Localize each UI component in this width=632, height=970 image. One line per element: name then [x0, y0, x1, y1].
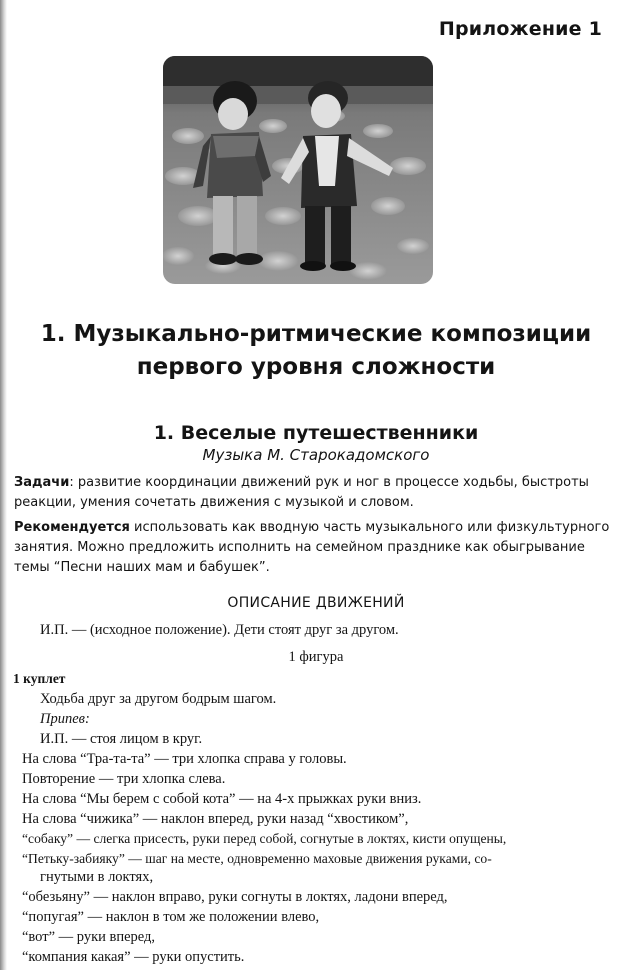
tasks-text-1: : развитие координации движений рук и ног в процессе ходьбы, быстроты — [69, 475, 589, 490]
composer-credit: Музыка М. Старокадомского — [202, 446, 430, 464]
text-line: На слова “Тра-та-та” — три хлопка справа у головы. — [22, 751, 347, 767]
tasks-text-2: реакции, умения сочетать движения с музыкой и словом. — [14, 495, 414, 510]
recommend-text-3: темы “Песни наших мам и бабушек”. — [14, 560, 270, 575]
figure-label: 1 фигура — [288, 649, 344, 665]
recommend-text-1: использовать как вводную часть музыкального или физкультурного — [129, 520, 610, 535]
text-line: “вот” — руки вперед, — [22, 929, 156, 945]
start-position: И.П. — (исходное положение). Дети стоят друг за другом. — [40, 622, 399, 638]
main-title-line2: первого уровня сложности — [136, 354, 496, 380]
text-line: На слова “чижика” — наклон вперед, руки назад “хвостиком”, — [22, 811, 409, 827]
page-edge-shadow — [0, 0, 7, 970]
text-line: “Петьку-забияку” — шаг на месте, одновременно маховые движения руками, со- — [22, 851, 492, 866]
description-heading: ОПИСАНИЕ ДВИЖЕНИЙ — [227, 595, 405, 611]
text-line: “попугая” — наклон в том же положении влево, — [22, 909, 320, 925]
chorus-label: Припев: — [40, 711, 90, 727]
tasks-paragraph — [14, 473, 614, 513]
main-title — [0, 318, 632, 384]
text-line: И.П. — стоя лицом в круг. — [40, 731, 203, 747]
appendix-label: Приложение 1 — [438, 18, 602, 40]
recommend-text-2: занятия. Можно предложить исполнить на семейном празднике как обыгрывание — [14, 540, 585, 555]
photo-two-children — [163, 56, 433, 284]
couplet-label: 1 куплет — [13, 671, 66, 686]
recommend-paragraph — [14, 518, 614, 578]
text-line: “компания какая” — руки опустить. — [22, 949, 245, 965]
text-line: “обезьяну” — наклон вправо, руки согнуты в локтях, ладони вперед, — [22, 889, 448, 905]
text-line: гнутыми в локтях, — [40, 869, 154, 885]
text-line: Повторение — три хлопка слева. — [22, 771, 226, 787]
text-line: На слова “Мы берем с собой кота” — на 4-х прыжках руки вниз. — [22, 791, 422, 807]
main-title-line1: 1. Музыкально-ритмические композиции — [40, 321, 592, 347]
text-line: Ходьба друг за другом бодрым шагом. — [40, 691, 277, 707]
composition-title: 1. Веселые путешественники — [153, 422, 479, 444]
tasks-label: Задачи — [14, 475, 70, 490]
recommend-label: Рекомендуется — [14, 520, 130, 535]
text-line: “собаку” — слегка присесть, руки перед собой, согнутые в локтях, кисти опущены, — [22, 831, 507, 846]
